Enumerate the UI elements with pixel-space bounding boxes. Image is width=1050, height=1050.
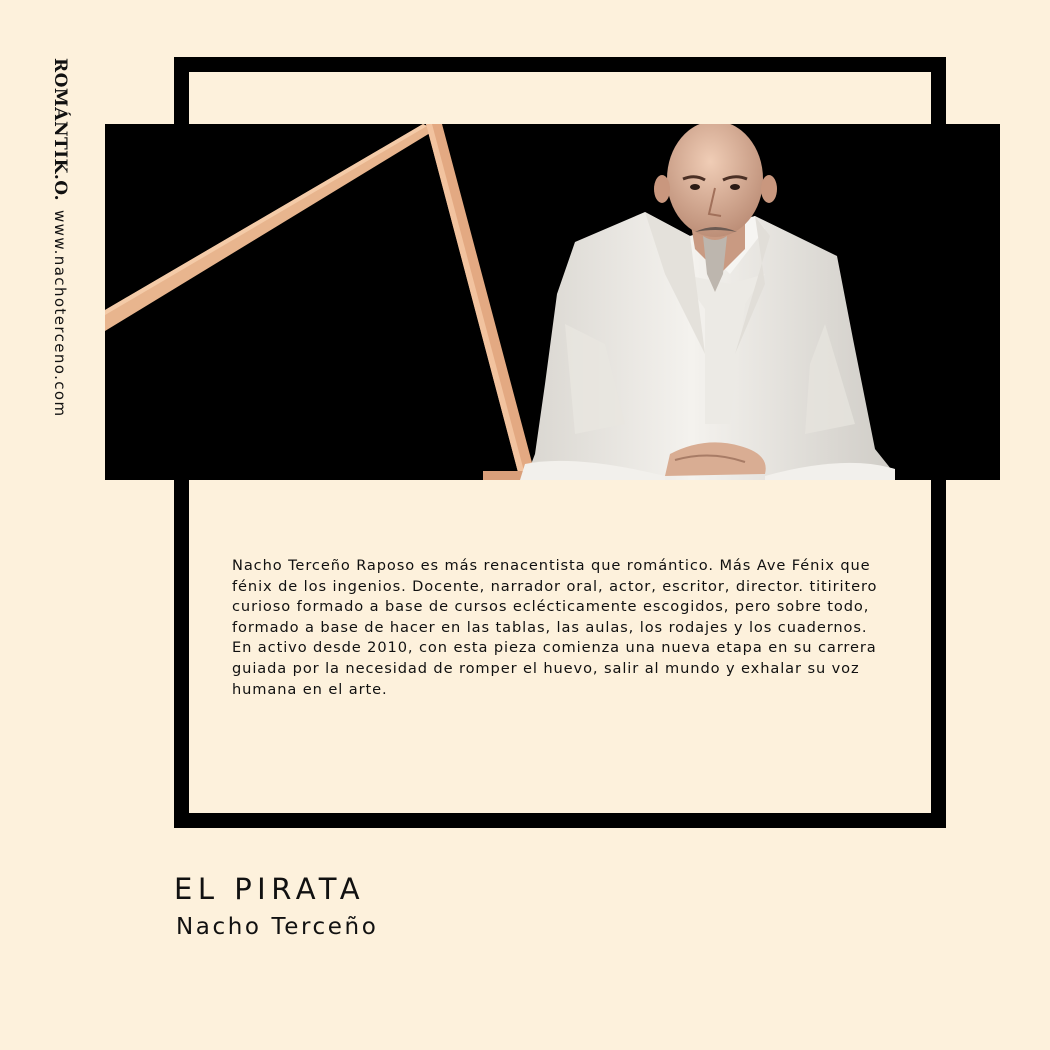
website-link[interactable]: www.nachoterceno.com <box>51 210 69 418</box>
bio-text <box>232 556 897 700</box>
brand-name: ROMÁNTIK.O. <box>50 58 70 202</box>
bio-paragraph-2: En activo desde 2010, con esta pieza comienza una nueva etapa en su carrera guiada por la necesidad de romper el huevo, salir al mundo y exhalar su voz humana en el arte. <box>232 639 877 698</box>
stage-scene <box>105 124 1000 480</box>
bio-paragraph-1: Nacho Terceño Raposo es más renacentista que romántico. Más Ave Fénix que fénix de los ingenios. Docente, narrador oral, actor, escritor, director. titiritero curioso formado a base de cursos eclécticamente escogidos, pero sobre todo, formado a base de hacer en las tablas, las aulas, los rodajes y los cuadernos. <box>232 557 878 636</box>
performer-photo <box>105 124 1000 480</box>
show-title: EL PIRATA <box>174 872 366 906</box>
author-name: Nacho Terceño <box>176 914 379 940</box>
